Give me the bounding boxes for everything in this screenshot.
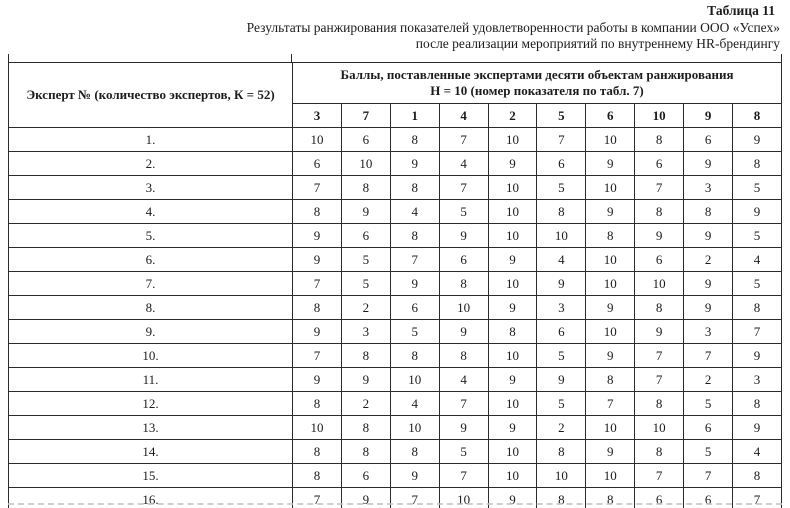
table-header-row-top <box>9 63 782 104</box>
score-cell: 8 <box>586 368 635 392</box>
score-cell: 9 <box>293 320 342 344</box>
score-cell: 7 <box>537 128 586 152</box>
indicator-number-header: 1 <box>390 104 439 128</box>
score-cell: 8 <box>390 128 439 152</box>
score-cell: 9 <box>586 344 635 368</box>
score-cell: 8 <box>341 416 390 440</box>
score-cell: 3 <box>537 296 586 320</box>
score-cell: 9 <box>537 368 586 392</box>
score-cell: 10 <box>293 416 342 440</box>
score-cell: 2 <box>684 248 733 272</box>
indicator-number-header: 3 <box>293 104 342 128</box>
table-caption-line1: Результаты ранжирования показателей удовлетворенности работы в компании ООО «Успех» <box>246 20 780 35</box>
score-cell: 6 <box>341 128 390 152</box>
score-cell: 7 <box>684 344 733 368</box>
score-cell: 9 <box>733 416 782 440</box>
score-cell: 8 <box>488 320 537 344</box>
score-cell: 7 <box>293 488 342 508</box>
score-cell: 8 <box>733 392 782 416</box>
table-row <box>9 248 782 272</box>
score-cell: 10 <box>635 272 684 296</box>
score-cell: 6 <box>537 152 586 176</box>
expert-number-cell: 4. <box>9 200 293 224</box>
score-cell: 9 <box>586 440 635 464</box>
score-cell: 10 <box>586 176 635 200</box>
score-cell: 9 <box>341 368 390 392</box>
score-cell: 8 <box>390 440 439 464</box>
score-cell: 9 <box>684 152 733 176</box>
score-cell: 9 <box>733 344 782 368</box>
score-cell: 8 <box>439 344 488 368</box>
indicator-number-header: 9 <box>684 104 733 128</box>
table-row <box>9 152 782 176</box>
score-cell: 7 <box>439 392 488 416</box>
score-cell: 9 <box>293 368 342 392</box>
score-cell: 4 <box>439 152 488 176</box>
score-cell: 8 <box>733 152 782 176</box>
score-cell: 8 <box>390 176 439 200</box>
score-cell: 8 <box>537 200 586 224</box>
score-cell: 10 <box>488 440 537 464</box>
score-cell: 9 <box>684 296 733 320</box>
score-cell: 5 <box>439 440 488 464</box>
score-cell: 6 <box>293 152 342 176</box>
score-cell: 6 <box>684 128 733 152</box>
score-cell: 5 <box>537 392 586 416</box>
expert-number-cell: 2. <box>9 152 293 176</box>
score-cell: 6 <box>635 152 684 176</box>
score-cell: 9 <box>733 128 782 152</box>
table-caption-line2: после реализации мероприятий по внутреннему HR-брендингу <box>415 36 780 51</box>
score-cell: 8 <box>586 224 635 248</box>
score-cell: 8 <box>293 440 342 464</box>
score-cell: 9 <box>293 224 342 248</box>
score-cell: 10 <box>341 152 390 176</box>
score-cell: 7 <box>635 368 684 392</box>
score-cell: 9 <box>586 200 635 224</box>
score-cell: 10 <box>586 464 635 488</box>
score-cell: 5 <box>733 176 782 200</box>
score-cell: 9 <box>635 224 684 248</box>
expert-number-cell: 9. <box>9 320 293 344</box>
table-row <box>9 392 782 416</box>
score-cell: 3 <box>341 320 390 344</box>
expert-column-header: Эксперт № (количество экспертов, К = 52) <box>9 63 293 128</box>
score-cell: 7 <box>635 464 684 488</box>
score-cell: 8 <box>341 440 390 464</box>
cropped-table-tick-right <box>781 54 782 62</box>
expert-number-cell: 1. <box>9 128 293 152</box>
score-cell: 4 <box>390 392 439 416</box>
score-cell: 10 <box>488 464 537 488</box>
score-cell: 10 <box>537 224 586 248</box>
expert-number-cell: 11. <box>9 368 293 392</box>
score-cell: 10 <box>488 344 537 368</box>
score-cell: 8 <box>733 296 782 320</box>
table-row <box>9 200 782 224</box>
score-cell: 8 <box>635 200 684 224</box>
score-cell: 9 <box>390 152 439 176</box>
table-row <box>9 368 782 392</box>
score-cell: 7 <box>293 272 342 296</box>
score-cell: 7 <box>635 344 684 368</box>
score-cell: 4 <box>390 200 439 224</box>
table-row <box>9 128 782 152</box>
score-cell: 10 <box>586 128 635 152</box>
score-cell: 7 <box>390 488 439 508</box>
score-cell: 9 <box>684 224 733 248</box>
table-row <box>9 464 782 488</box>
score-cell: 9 <box>684 272 733 296</box>
score-cell: 9 <box>537 272 586 296</box>
score-cell: 6 <box>635 248 684 272</box>
score-cell: 8 <box>439 272 488 296</box>
score-cell: 8 <box>390 344 439 368</box>
table-number-label: Таблица 11 <box>707 3 775 18</box>
score-cell: 4 <box>439 368 488 392</box>
score-cell: 8 <box>390 224 439 248</box>
score-cell: 5 <box>733 272 782 296</box>
score-cell: 4 <box>537 248 586 272</box>
score-cell: 2 <box>341 392 390 416</box>
score-cell: 9 <box>439 224 488 248</box>
score-cell: 8 <box>733 464 782 488</box>
expert-number-cell: 13. <box>9 416 293 440</box>
score-cell: 10 <box>293 128 342 152</box>
table-row <box>9 296 782 320</box>
score-cell: 2 <box>537 416 586 440</box>
score-cell: 9 <box>488 416 537 440</box>
score-cell: 6 <box>341 464 390 488</box>
score-cell: 9 <box>488 296 537 320</box>
cropped-table-tick-middle <box>291 54 292 62</box>
table-row <box>9 320 782 344</box>
score-cell: 8 <box>293 392 342 416</box>
score-cell: 8 <box>341 176 390 200</box>
score-cell: 7 <box>293 344 342 368</box>
score-cell: 4 <box>733 248 782 272</box>
scores-column-group-header <box>293 63 782 104</box>
score-cell: 7 <box>439 128 488 152</box>
scores-header-line1: Баллы, поставленные экспертами десяти объектам ранжирования <box>340 67 734 82</box>
score-cell: 10 <box>537 464 586 488</box>
score-cell: 9 <box>488 152 537 176</box>
score-cell: 9 <box>439 320 488 344</box>
score-cell: 9 <box>586 296 635 320</box>
score-cell: 2 <box>341 296 390 320</box>
score-cell: 8 <box>537 488 586 508</box>
ranking-table <box>8 62 782 508</box>
score-cell: 9 <box>293 248 342 272</box>
score-cell: 9 <box>341 200 390 224</box>
score-cell: 10 <box>488 392 537 416</box>
score-cell: 7 <box>684 464 733 488</box>
table-row <box>9 176 782 200</box>
title-block <box>0 3 782 52</box>
score-cell: 7 <box>439 464 488 488</box>
score-cell: 3 <box>684 320 733 344</box>
score-cell: 10 <box>488 224 537 248</box>
score-cell: 9 <box>733 200 782 224</box>
expert-number-cell: 16. <box>9 488 293 508</box>
score-cell: 9 <box>439 416 488 440</box>
cropped-content-artifact <box>8 503 782 505</box>
score-cell: 8 <box>635 296 684 320</box>
score-cell: 3 <box>733 368 782 392</box>
expert-number-cell: 8. <box>9 296 293 320</box>
score-cell: 5 <box>341 272 390 296</box>
indicator-number-header: 5 <box>537 104 586 128</box>
score-cell: 5 <box>341 248 390 272</box>
indicator-number-header: 2 <box>488 104 537 128</box>
score-cell: 10 <box>488 128 537 152</box>
score-cell: 6 <box>439 248 488 272</box>
score-cell: 10 <box>488 200 537 224</box>
indicator-number-header: 7 <box>341 104 390 128</box>
score-cell: 5 <box>684 392 733 416</box>
score-cell: 10 <box>390 416 439 440</box>
score-cell: 10 <box>586 272 635 296</box>
score-cell: 8 <box>586 488 635 508</box>
expert-number-cell: 5. <box>9 224 293 248</box>
score-cell: 7 <box>390 248 439 272</box>
score-cell: 9 <box>390 464 439 488</box>
score-cell: 10 <box>488 176 537 200</box>
expert-number-cell: 6. <box>9 248 293 272</box>
score-cell: 9 <box>586 152 635 176</box>
score-cell: 10 <box>439 488 488 508</box>
score-cell: 7 <box>733 320 782 344</box>
score-cell: 8 <box>684 200 733 224</box>
score-cell: 5 <box>390 320 439 344</box>
score-cell: 8 <box>635 128 684 152</box>
expert-number-cell: 12. <box>9 392 293 416</box>
score-cell: 9 <box>341 488 390 508</box>
score-cell: 7 <box>635 176 684 200</box>
indicator-number-header: 8 <box>733 104 782 128</box>
table-row <box>9 440 782 464</box>
score-cell: 9 <box>488 248 537 272</box>
score-cell: 5 <box>439 200 488 224</box>
score-cell: 10 <box>586 320 635 344</box>
score-cell: 10 <box>439 296 488 320</box>
indicator-number-header: 10 <box>635 104 684 128</box>
score-cell: 9 <box>635 320 684 344</box>
score-cell: 10 <box>586 248 635 272</box>
score-cell: 7 <box>439 176 488 200</box>
score-cell: 3 <box>684 176 733 200</box>
score-cell: 8 <box>341 344 390 368</box>
score-cell: 9 <box>488 488 537 508</box>
indicator-number-header: 4 <box>439 104 488 128</box>
expert-number-cell: 15. <box>9 464 293 488</box>
score-cell: 5 <box>537 176 586 200</box>
score-cell: 7 <box>293 176 342 200</box>
scores-header-line2: Н = 10 (номер показателя по табл. 7) <box>430 83 644 98</box>
table-row <box>9 416 782 440</box>
expert-number-cell: 7. <box>9 272 293 296</box>
score-cell: 10 <box>586 416 635 440</box>
table-row <box>9 224 782 248</box>
score-cell: 7 <box>733 488 782 508</box>
score-cell: 10 <box>635 416 684 440</box>
score-cell: 5 <box>537 344 586 368</box>
indicator-number-header: 6 <box>586 104 635 128</box>
score-cell: 2 <box>684 368 733 392</box>
table-row <box>9 272 782 296</box>
score-cell: 7 <box>586 392 635 416</box>
score-cell: 10 <box>390 368 439 392</box>
score-cell: 4 <box>733 440 782 464</box>
cropped-table-tick-left <box>8 54 9 62</box>
score-cell: 5 <box>684 440 733 464</box>
score-cell: 6 <box>684 488 733 508</box>
score-cell: 6 <box>341 224 390 248</box>
score-cell: 10 <box>488 272 537 296</box>
score-cell: 8 <box>635 392 684 416</box>
score-cell: 8 <box>293 200 342 224</box>
expert-number-cell: 3. <box>9 176 293 200</box>
score-cell: 9 <box>390 272 439 296</box>
score-cell: 8 <box>293 296 342 320</box>
score-cell: 8 <box>293 464 342 488</box>
score-cell: 9 <box>488 368 537 392</box>
score-cell: 6 <box>684 416 733 440</box>
score-cell: 8 <box>537 440 586 464</box>
score-cell: 5 <box>733 224 782 248</box>
score-cell: 6 <box>390 296 439 320</box>
table-row <box>9 344 782 368</box>
expert-number-cell: 14. <box>9 440 293 464</box>
score-cell: 8 <box>635 440 684 464</box>
expert-number-cell: 10. <box>9 344 293 368</box>
score-cell: 6 <box>635 488 684 508</box>
score-cell: 6 <box>537 320 586 344</box>
